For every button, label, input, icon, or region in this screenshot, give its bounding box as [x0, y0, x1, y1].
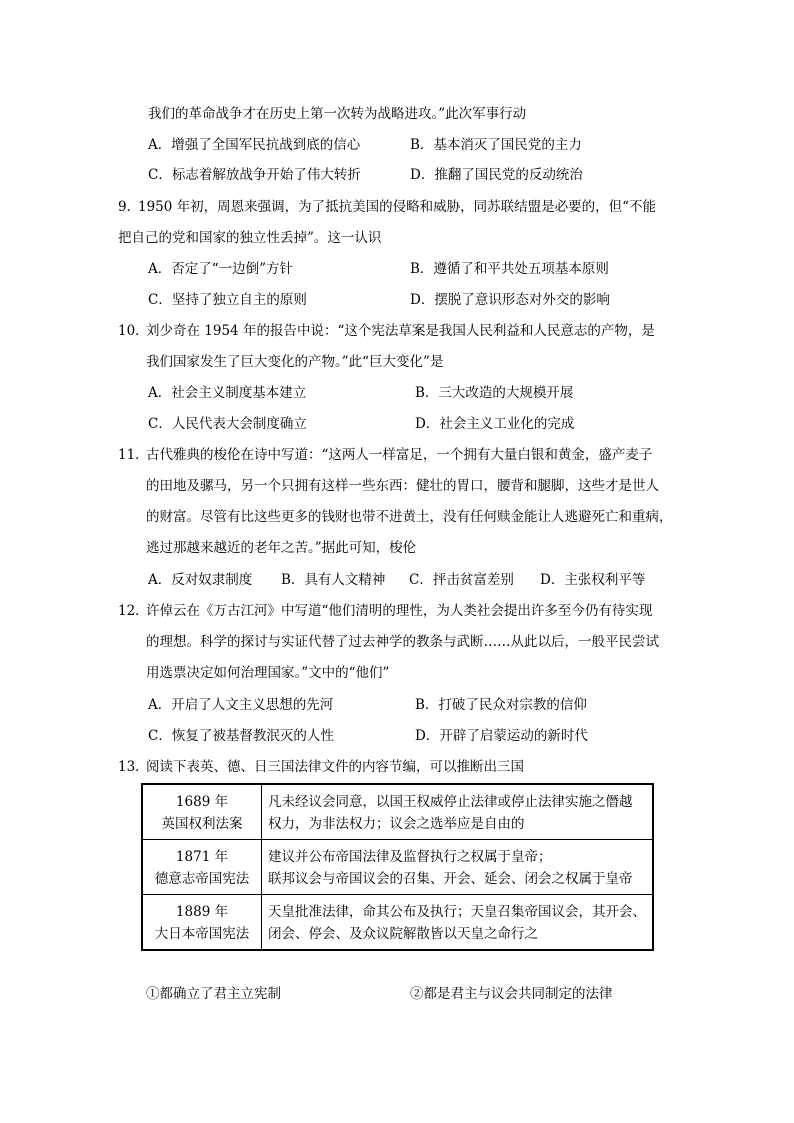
table-row [142, 840, 653, 895]
law-label-cell [142, 840, 262, 895]
q9-option-b: B．遵循了和平共处五项基本原则 [410, 261, 609, 277]
q8-stem-line: 我们的革命战争才在历史上第一次转为战略进攻。”此次军事行动 [148, 106, 527, 122]
q12-stem-line-1: 许倬云在《万古江河》中写道“他们清明的理性，为人类社会提出许多至今仍有待实现 [146, 603, 653, 619]
q10-option-d: D．社会主义工业化的完成 [415, 416, 575, 432]
q12-stem-line-2: 的理想。科学的探讨与实证代替了过去神学的教条与武断……从此以后，一般平民尝试 [146, 634, 659, 650]
q13-statement-1: ①都确立了君主立宪制 [146, 986, 281, 1002]
q10-stem-line-2: 我们国家发生了巨大变化的产物。”此“巨大变化”是 [146, 354, 444, 370]
q10-option-a: A．社会主义制度基本建立 [148, 385, 307, 401]
law-year: 1689 年 [175, 794, 229, 810]
law-content-cell [262, 840, 654, 895]
q11-option-d: D．主张权利平等 [540, 572, 646, 588]
law-text-line: 权力，为非法权力；议会之选举应是自由的 [268, 816, 525, 832]
q10-number: 10． [118, 323, 149, 339]
law-text-line: 建议并公布帝国法律及监督执行之权属于皇帝； [268, 849, 552, 865]
law-content-cell [262, 895, 654, 951]
q12-option-d: D．开辟了启蒙运动的新时代 [415, 728, 588, 744]
q9-stem-line-1: 1950 年初，周恩来强调，为了抵抗美国的侵略和威胁，同苏联结盟是必要的，但“不能 [138, 199, 657, 215]
q12-stem-line-3: 用选票决定如何治理国家。”文中的“他们” [146, 665, 390, 681]
q13-stem-line-1: 阅读下表英、德、日三国法律文件的内容节编，可以推断出三国 [146, 759, 524, 775]
table-row [142, 784, 653, 840]
q9-number: 9． [118, 199, 141, 215]
q11-number: 11． [118, 447, 149, 463]
q8-option-b: B．基本消灭了国民党的主力 [410, 137, 582, 153]
law-label-cell [142, 895, 262, 951]
q12-option-a: A．开启了人文主义思想的先河 [148, 697, 334, 713]
law-year: 1871 年 [175, 849, 229, 865]
law-name: 大日本帝国宪法 [154, 926, 250, 942]
q8-option-d: D．推翻了国民党的反动统治 [410, 167, 583, 183]
q12-number: 12． [118, 603, 149, 619]
q10-stem-line-1: 刘少奇在 1954 年的报告中说：“这个宪法草案是我国人民利益和人民意志的产物，是 [146, 323, 655, 339]
q8-option-a: A．增强了全国军民抗战到底的信心 [148, 137, 361, 153]
law-name: 英国权利法案 [161, 816, 243, 832]
law-text-line: 联邦议会与帝国议会的召集、开会、延会、闭会之权属于皇帝 [268, 871, 633, 887]
law-text-line: 天皇批准法律，命其公布及执行；天皇召集帝国议会，其开会、 [268, 904, 646, 920]
q11-stem-line-3: 的财富。尽管有比这些更多的钱财也带不进黄土，没有任何赎金能让人逃避死亡和重病， [146, 509, 673, 525]
q11-option-c: C．抨击贫富差别 [409, 572, 514, 588]
q11-option-a: A．反对奴隶制度 [148, 572, 253, 588]
q11-stem-line-4: 逃过那越来越近的老年之苦。”据此可知，梭伦 [146, 540, 417, 556]
q10-option-b: B．三大改造的大规模开展 [415, 385, 574, 401]
q13-statement-2: ②都是君主与议会共同制定的法律 [410, 986, 613, 1002]
law-name: 德意志帝国宪法 [154, 871, 250, 887]
law-label-cell [142, 784, 262, 840]
q13-number: 13． [118, 759, 149, 775]
q11-stem-line-1: 古代雅典的梭伦在诗中写道：“这两人一样富足，一个拥有大量白银和黄金，盛产麦子 [146, 447, 653, 463]
q9-stem-line-2: 把自己的党和国家的独立性丢掉”。这一认识 [118, 230, 382, 246]
q9-option-c: C．坚持了独立自主的原则 [148, 292, 307, 308]
q9-option-d: D．摆脱了意识形态对外交的影响 [410, 292, 610, 308]
q12-option-c: C．恢复了被基督教泯灭的人性 [148, 728, 334, 744]
q8-option-c: C．标志着解放战争开始了伟大转折 [148, 167, 361, 183]
law-text-line: 凡未经议会同意，以国王权威停止法律或停止法律实施之僭越 [268, 794, 633, 810]
q12-option-b: B．打破了民众对宗教的信仰 [415, 697, 587, 713]
table-row [142, 895, 653, 951]
q10-option-c: C．人民代表大会制度确立 [148, 416, 307, 432]
q11-option-b: B．具有人文精神 [281, 572, 386, 588]
law-year: 1889 年 [175, 904, 229, 920]
q9-option-a: A．否定了“一边倒”方针 [148, 261, 294, 277]
q11-stem-line-2: 的田地及骡马，另一个只拥有这样一些东西：健壮的胃口，腰背和腿脚，这些才是世人 [146, 478, 659, 494]
law-text-line: 闭会、停会、及众议院解散皆以天皇之命行之 [268, 926, 538, 942]
law-content-cell [262, 784, 654, 840]
law-comparison-table [141, 783, 654, 951]
